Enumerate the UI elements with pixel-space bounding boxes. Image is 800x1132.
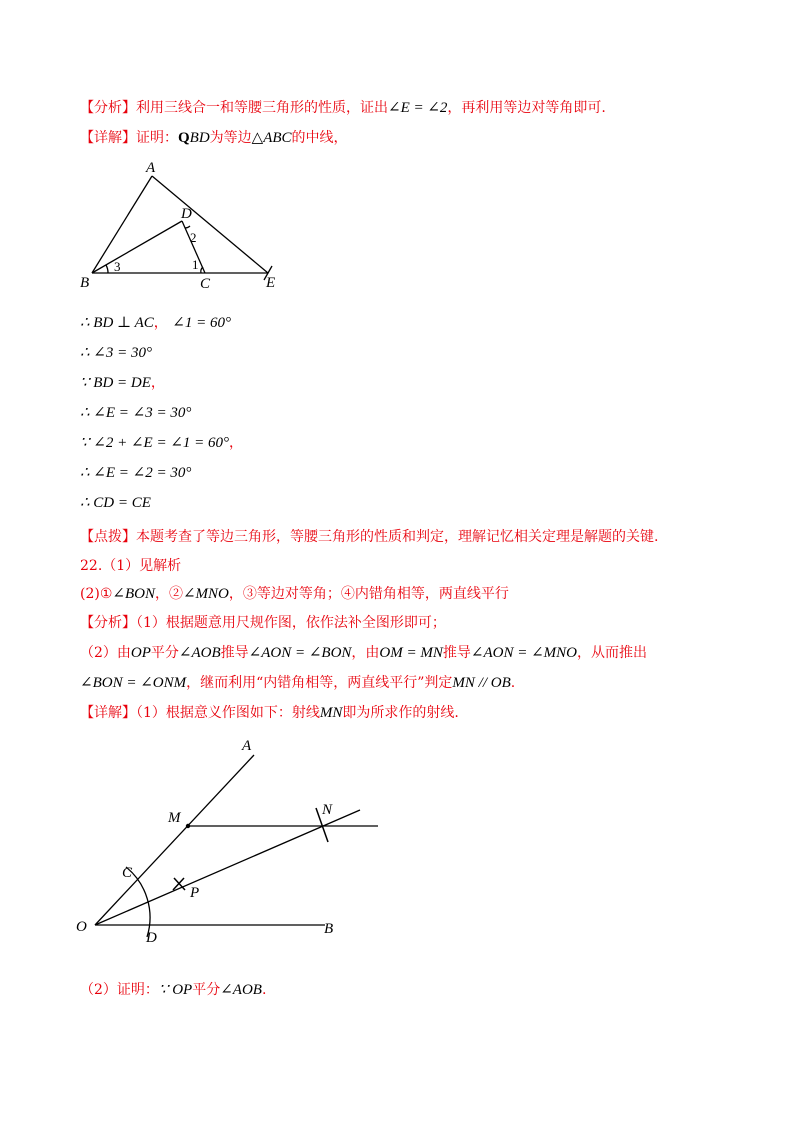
tip-line bbox=[80, 527, 658, 547]
label-angle-1: 1 bbox=[192, 257, 199, 272]
label-p: P bbox=[190, 885, 200, 901]
detail-text-end: 的中线， bbox=[291, 130, 348, 146]
construction-figure bbox=[70, 730, 400, 950]
label-m: M bbox=[168, 810, 181, 826]
label-angle-2: 2 bbox=[190, 230, 197, 245]
angle-equation: ∠E = ∠2 bbox=[388, 100, 448, 116]
point-m bbox=[186, 824, 190, 828]
proof-step-5: ∵ ∠2 + ∠E = ∠1 = 60°， bbox=[80, 435, 244, 451]
segment-bd: BD bbox=[189, 130, 210, 146]
side-ae bbox=[152, 176, 268, 273]
analysis2-line2: （2）由OP平分∠AOB推导∠AON = ∠BON，由OM = MN推导∠AON = ∠MNO，从而推出 bbox=[80, 645, 647, 661]
analysis-text: 利用三线合一和等腰三角形的性质，证出 bbox=[136, 100, 388, 116]
detail-text-mid: 为等边 bbox=[209, 130, 252, 146]
detail-text: 证明： bbox=[136, 130, 178, 146]
arc-angle-3 bbox=[106, 265, 108, 273]
proof-step-1: ∴ BD ⊥ AC， ∠1 = 60° bbox=[80, 315, 231, 331]
label-angle-3: 3 bbox=[114, 259, 121, 274]
angle-bon: ∠BON bbox=[112, 586, 155, 602]
segment-bd-line bbox=[92, 221, 182, 273]
label-d2: D bbox=[146, 930, 157, 946]
proof-step-6: ∴ ∠E = ∠2 = 30° bbox=[80, 465, 192, 481]
proof-step-3: ∵ BD = DE， bbox=[80, 375, 165, 391]
analysis-line bbox=[80, 98, 606, 118]
label-n: N bbox=[322, 802, 333, 818]
label-d: D bbox=[181, 206, 192, 222]
proof-step-2: ∴ ∠3 = 30° bbox=[80, 345, 152, 361]
analysis2-line1: 【分析】（1）根据题意用尺规作图，依作法补全图形即可； bbox=[80, 615, 446, 631]
proof-step-4: ∴ ∠E = ∠3 = 30° bbox=[80, 405, 192, 421]
label-c2: C bbox=[122, 865, 133, 881]
analysis-tag: 【分析】 bbox=[80, 100, 136, 116]
analysis2-line3: ∠BON = ∠ONM，继而利用“内错角相等，两直线平行”判定MN // OB. bbox=[80, 675, 516, 691]
label-c: C bbox=[200, 276, 211, 292]
tip-tag: 【点拨】 bbox=[80, 529, 136, 545]
proof-step-7: ∴ CD = CE bbox=[80, 495, 151, 511]
tip-text: 本题考查了等边三角形，等腰三角形的性质和判定，理解记忆相关定理是解题的关键. bbox=[136, 529, 659, 545]
side-ab bbox=[92, 176, 152, 273]
proof2-line: （2）证明：∵ OP平分∠AOB. bbox=[80, 982, 267, 998]
label-b: B bbox=[80, 275, 90, 291]
label-o: O bbox=[76, 919, 87, 935]
q22-answers: (2)①∠BON，②∠MNO，③等边对等角；④内错角相等，两直线平行 bbox=[80, 586, 509, 602]
angle-mno: ∠MNO bbox=[182, 586, 229, 602]
ray-op bbox=[95, 810, 360, 925]
label-e: E bbox=[266, 275, 276, 291]
q22-heading: 22.（1）见解析 bbox=[80, 558, 182, 574]
analysis2-tag: 【分析】 bbox=[80, 615, 136, 631]
detail2-line: 【详解】（1）根据意义作图如下：射线MN即为所求作的射线. bbox=[80, 705, 459, 721]
detail-line bbox=[80, 128, 348, 148]
label-a2: A bbox=[242, 738, 252, 754]
ray-mn: MN bbox=[319, 705, 343, 721]
analysis-text-end: ，再利用等边对等角即可. bbox=[447, 100, 606, 116]
triangle-abc: △ABC bbox=[251, 130, 292, 146]
q-symbol: Q bbox=[178, 130, 190, 146]
triangle-figure bbox=[78, 156, 298, 296]
arc-angle-2 bbox=[185, 226, 190, 228]
label-b2: B bbox=[324, 921, 334, 937]
detail-tag: 【详解】 bbox=[80, 130, 136, 146]
label-a: A bbox=[146, 160, 156, 176]
arc-angle-1 bbox=[201, 267, 203, 273]
detail2-tag: 【详解】 bbox=[80, 705, 136, 721]
ray-oa bbox=[95, 755, 254, 925]
